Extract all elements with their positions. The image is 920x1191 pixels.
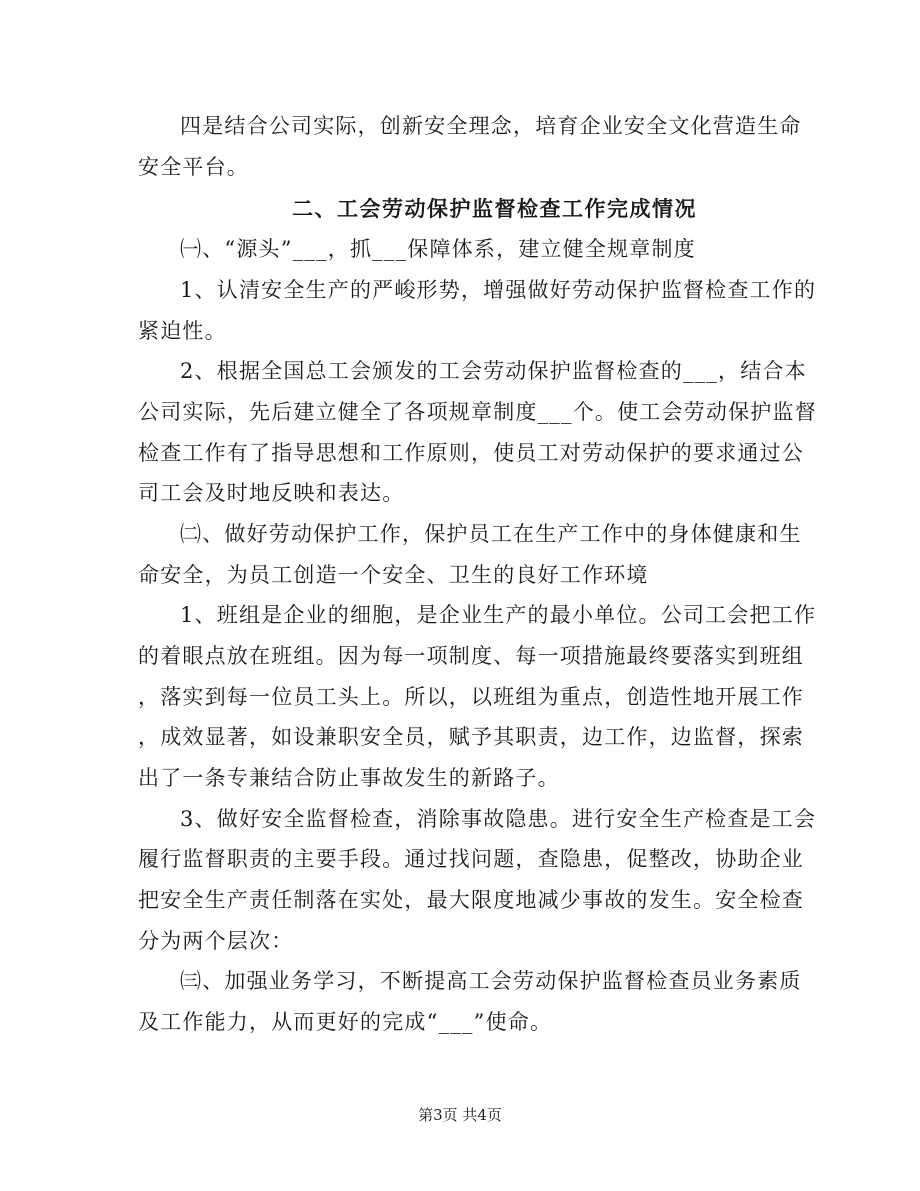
paragraph-line: 四是结合公司实际，创新安全理念，培育企业安全文化营造生命 [180,114,802,138]
paragraph-line: ，成效显著，如设兼职安全员，赋予其职责，边工作，边监督，探索 [138,725,804,749]
paragraph-line: 出了一条专兼结合防止事故发生的新路子。 [138,766,560,790]
paragraph-line: ，落实到每一位员工头上。所以，以班组为重点，创造性地开展工作 [138,685,804,709]
paragraph-line: 1、认清安全生产的严峻形势，增强做好劳动保护监督检查工作的 [180,278,817,302]
paragraph-line: 把安全生产责任制落在实处，最大限度地减少事故的发生。安全检查 [138,888,804,912]
section-heading: 二、工会劳动保护监督检查工作完成情况 [292,197,697,221]
subsection-heading: ㈡、做好劳动保护工作，保护员工在生产工作中的身体健康和生 [180,522,802,546]
paragraph-line: 公司实际，先后建立健全了各项规章制度___个。使工会劳动保护监督 [138,400,817,424]
paragraph-line: 司工会及时地反映和表达。 [138,481,405,505]
page-number-footer: 第3页 共4页 [418,1106,502,1124]
paragraph-line: 1、班组是企业的细胞，是企业生产的最小单位。公司工会把工作 [180,603,817,627]
paragraph-line: 紧迫性。 [138,319,227,343]
paragraph-line: 安全平台。 [138,155,249,179]
paragraph-line: 检查工作有了指导思想和工作原则，使员工对劳动保护的要求通过公 [138,441,804,465]
paragraph-line: 履行监督职责的主要手段。通过找问题，查隐患，促整改，协助企业 [138,847,804,871]
subsection-heading: ㈢、加强业务学习，不断提高工会劳动保护监督检查员业务素质 [180,969,802,993]
paragraph-line: 2、根据全国总工会颁发的工会劳动保护监督检查的___，结合本 [180,359,807,383]
paragraph-line: 分为两个层次： [138,929,294,953]
paragraph-line: 的着眼点放在班组。因为每一项制度、每一项措施最终要落实到班组 [138,644,804,668]
subsection-heading: ㈠、“源头”___，抓___保障体系，建立健全规章制度 [180,237,696,261]
subsection-heading: 命安全，为员工创造一个安全、卫生的良好工作环境 [138,563,649,587]
subsection-heading: 及工作能力，从而更好的完成“___”使命。 [138,1010,553,1034]
paragraph-line: 3、做好安全监督检查，消除事故隐患。进行安全生产检查是工会 [180,807,817,831]
